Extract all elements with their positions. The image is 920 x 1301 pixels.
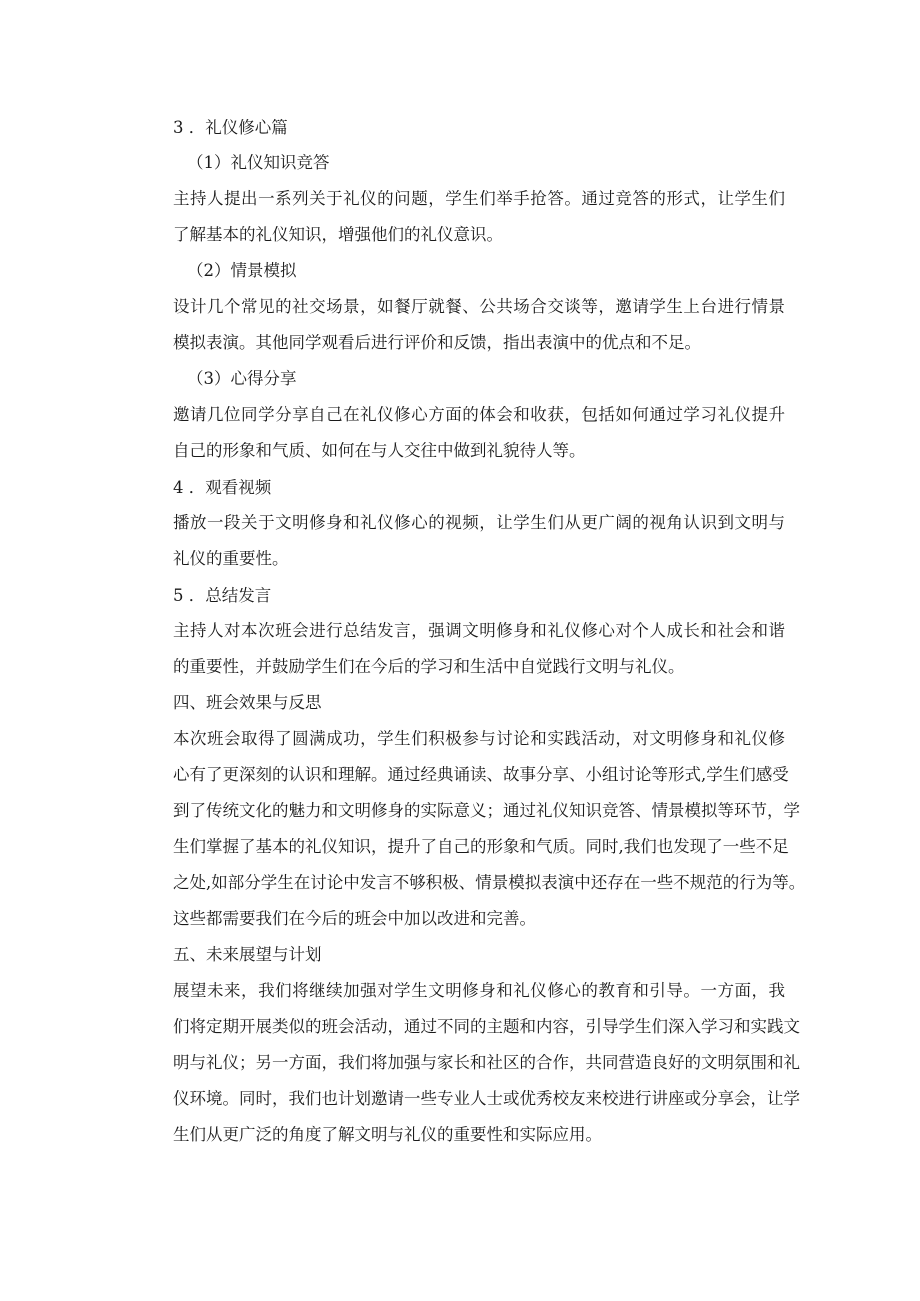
paragraph-line: 仪环境。同时，我们也计划邀请一些专业人士或优秀校友来校进行讲座或分享会，让学 (173, 1089, 800, 1108)
paragraph-line: 生们掌握了基本的礼仪知识，提升了自己的形象和气质。同时,我们也发现了一些不足 (173, 837, 789, 856)
paragraph-line: 们将定期开展类似的班会活动，通过不同的主题和内容，引导学生们深入学习和实践文 (173, 1017, 800, 1036)
paragraph-line: 到了传统文化的魅力和文明修身的实际意义；通过礼仪知识竞答、情景模拟等环节，学 (173, 801, 800, 820)
paragraph-line: 本次班会取得了圆满成功，学生们积极参与讨论和实践活动，对文明修身和礼仪修 (173, 729, 785, 748)
paragraph-line: 设计几个常见的社交场景，如餐厅就餐、公共场合交谈等，邀请学生上台进行情景 (173, 297, 785, 316)
paragraph-line: 礼仪的重要性。 (173, 549, 289, 568)
paragraph-line: 之处,如部分学生在讨论中发言不够积极、情景模拟表演中还存在一些不规范的行为等。 (173, 873, 806, 892)
paragraph-line: 的重要性，并鼓励学生们在今后的学习和生活中自觉践行文明与礼仪。 (173, 657, 685, 676)
paragraph-line: 主持人提出一系列关于礼仪的问题，学生们举手抢答。通过竞答的形式，让学生们 (173, 189, 785, 208)
paragraph-line: 展望未来，我们将继续加强对学生文明修身和礼仪修心的教育和引导。一方面，我 (173, 981, 785, 1000)
subsection-3-1-heading: （1）礼仪知识竞答 (187, 153, 330, 172)
paragraph-line: 自己的形象和气质、如何在与人交往中做到礼貌待人等。 (173, 441, 586, 460)
paragraph-line: 播放一段关于文明修身和礼仪修心的视频，让学生们从更广阔的视角认识到文明与 (173, 513, 785, 532)
paragraph-line: 生们从更广泛的角度了解文明与礼仪的重要性和实际应用。 (173, 1125, 602, 1144)
paragraph-line: 明与礼仪；另一方面，我们将加强与家长和社区的合作，共同营造良好的文明氛围和礼 (173, 1053, 800, 1072)
paragraph-line: 主持人对本次班会进行总结发言，强调文明修身和礼仪修心对个人成长和社会和谐 (173, 621, 785, 640)
subsection-3-3-heading: （3）心得分享 (187, 369, 297, 388)
section-5-heading: 5 ．总结发言 (173, 586, 272, 605)
part-4-heading: 四、班会效果与反思 (173, 693, 322, 712)
section-3-heading: 3 ．礼仪修心篇 (173, 118, 288, 137)
paragraph-line: 了解基本的礼仪知识，增强他们的礼仪意识。 (173, 225, 503, 244)
paragraph-line: 这些都需要我们在今后的班会中加以改进和完善。 (173, 909, 536, 928)
paragraph-line: 邀请几位同学分享自己在礼仪修心方面的体会和收获，包括如何通过学习礼仪提升 (173, 405, 785, 424)
subsection-3-2-heading: （2）情景模拟 (187, 261, 297, 280)
section-4-heading: 4 ．观看视频 (173, 478, 272, 497)
part-5-heading: 五、未来展望与计划 (173, 945, 322, 964)
paragraph-line: 模拟表演。其他同学观看后进行评价和反馈，指出表演中的优点和不足。 (173, 333, 701, 352)
paragraph-line: 心有了更深刻的认识和理解。通过经典诵读、故事分享、小组讨论等形式,学生们感受 (173, 765, 789, 784)
